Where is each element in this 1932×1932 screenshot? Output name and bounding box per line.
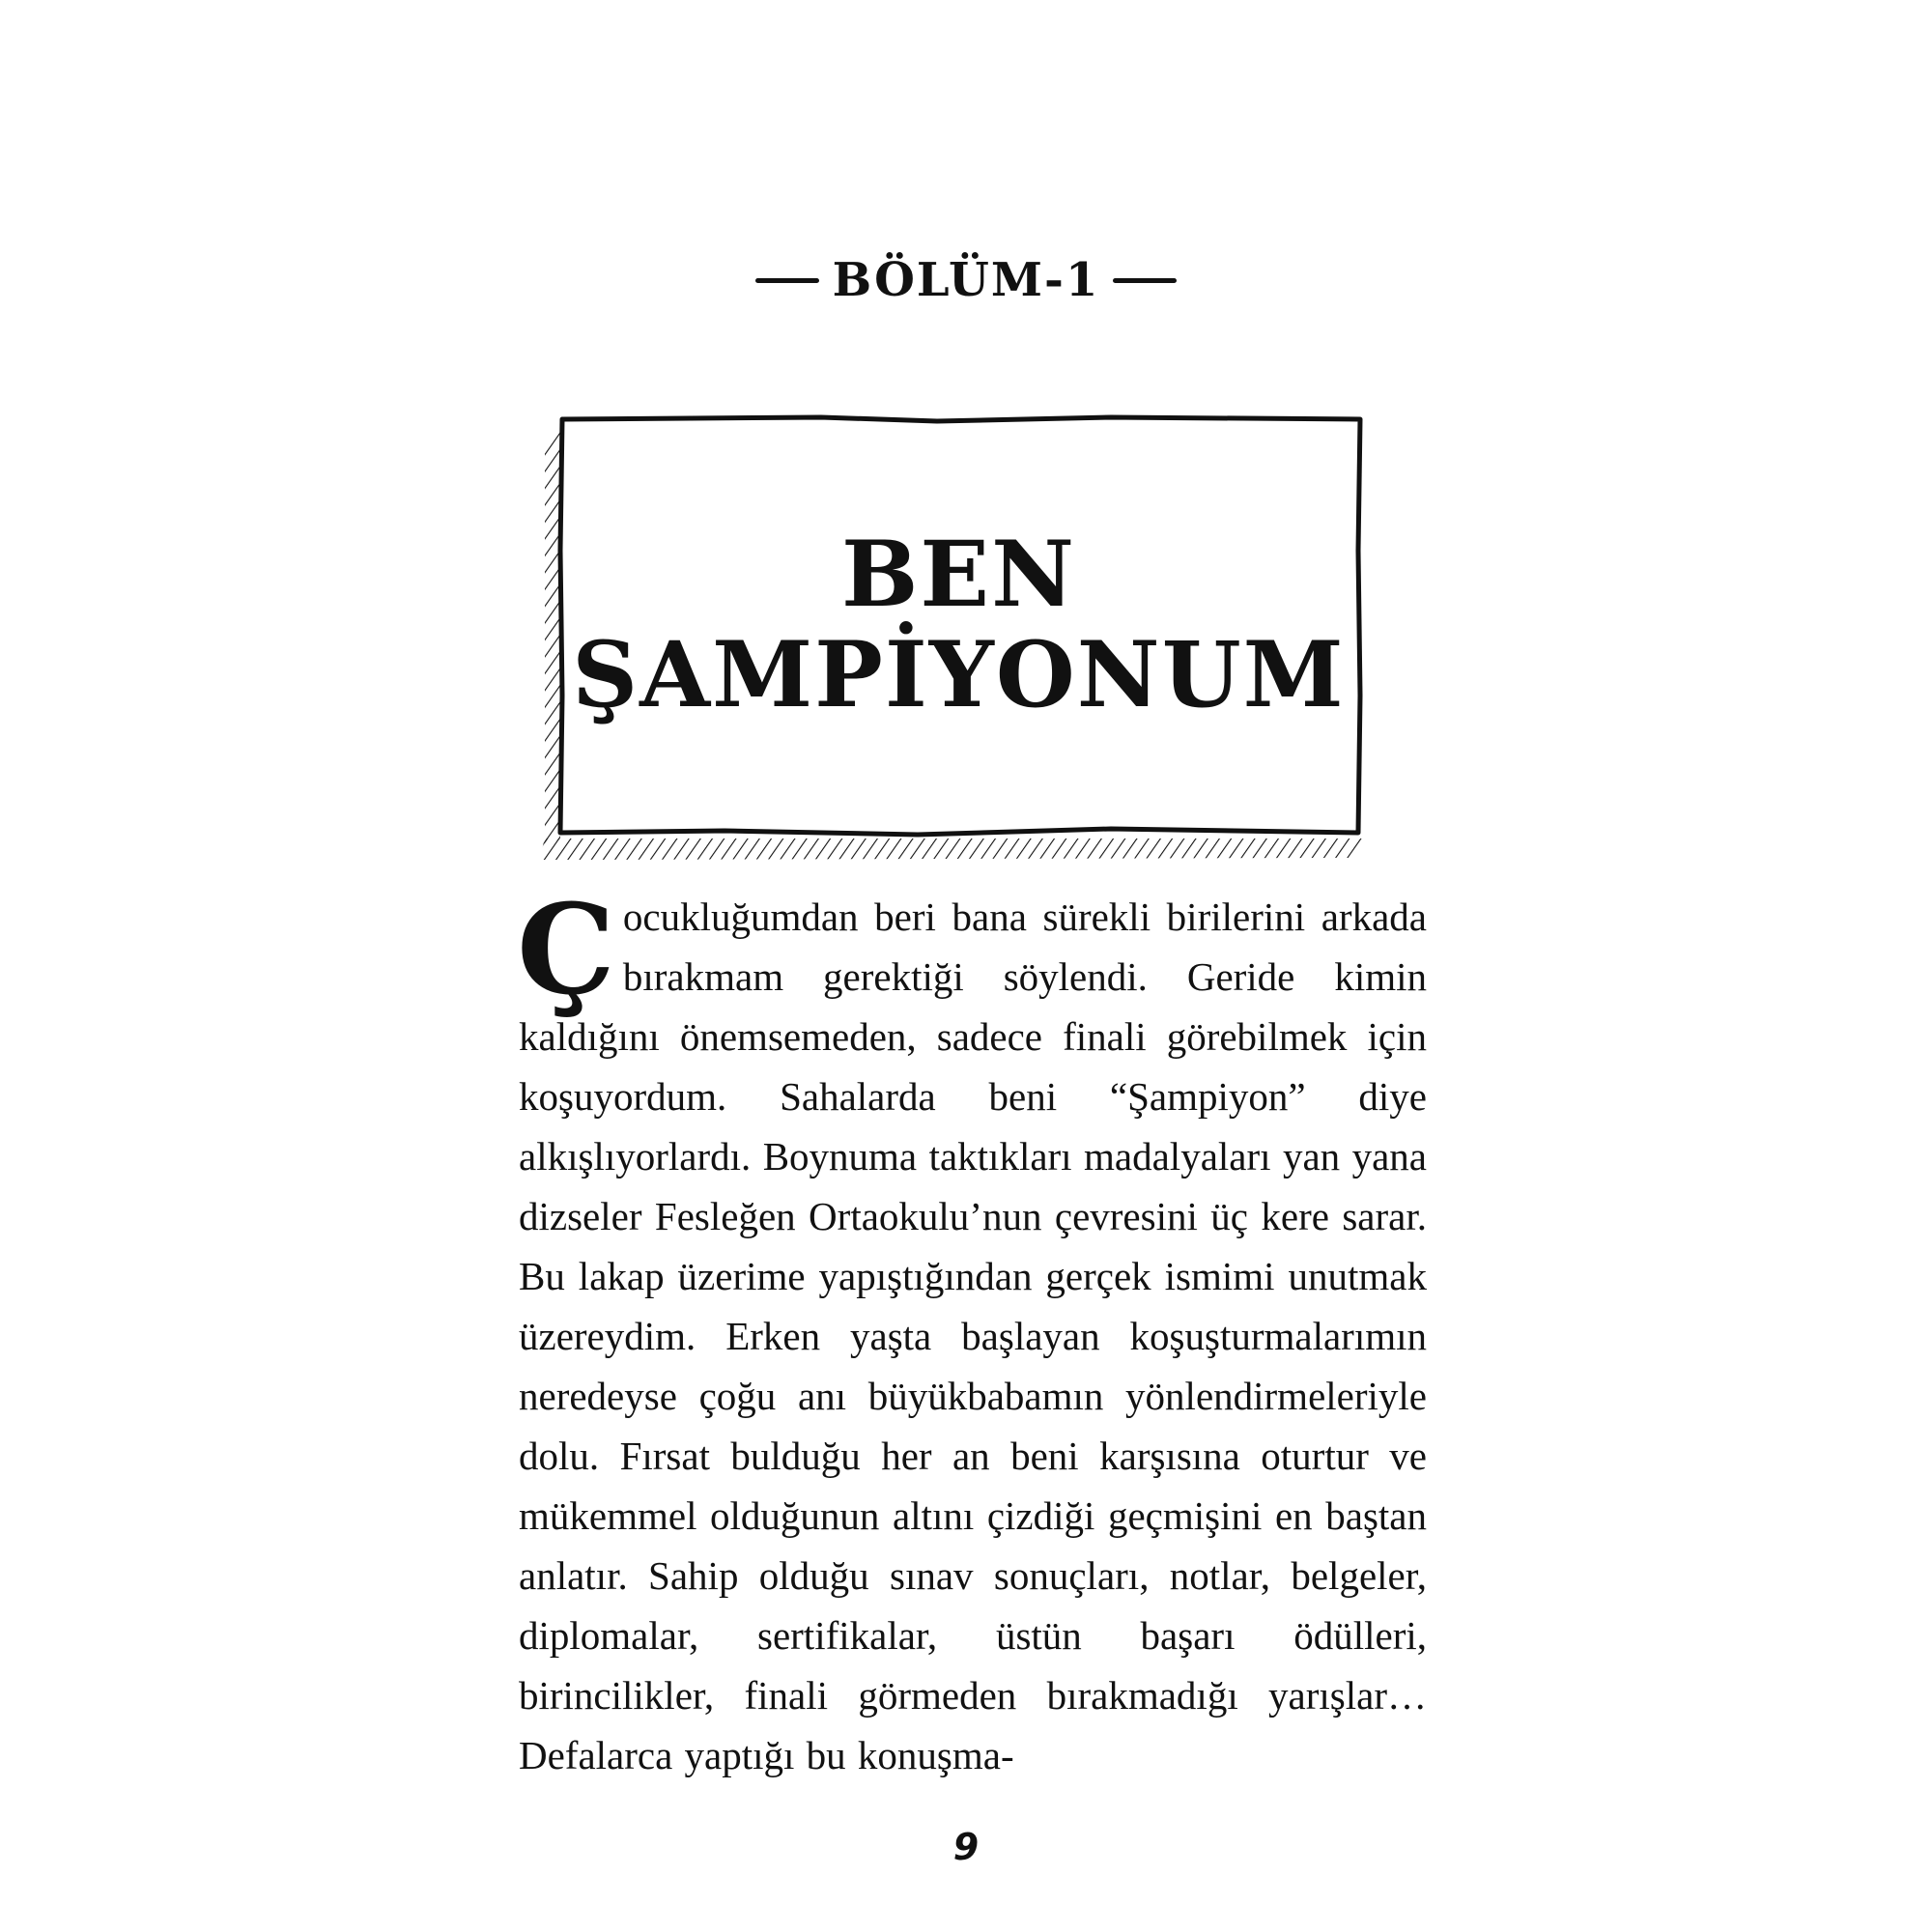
chapter-dash-right (1113, 278, 1177, 283)
chapter-title (560, 417, 1357, 833)
body-paragraph: ocukluğumdan beri bana sürekli birilerini arkada bırakmam gerektiği söylendi. Geride kimin kaldığını önemsemeden, sadece finali görebilmek için koşuyordum. Sahalarda beni “Şampiyon” diye alkışlıyorlardı. Boynuma taktıkları madalyaları yan yana dizseler Fesleğen Ortaokulu’nun çevresini üç kere sarar. Bu lakap üzerime yapıştığından gerçek ismimi unutmak üzereydim. Erken yaşta başlayan koşuşturmalarımın neredeyse çoğu anı büyükbabamın yönlendirmeleriyle dolu. Fırsat bulduğu her an beni karşısına oturtur ve mükemmel olduğunun altını çizdiği geçmişini en baştan anlatır. Sahip olduğu sınav sonuçları, notlar, belgeler, diplomalar, sertifikalar, üstün başarı ödülleri, birincilikler, finali görmeden bırakmadığı yarışlar… Defalarca yaptığı bu konuşma- (519, 895, 1427, 1777)
chapter-dash-left (755, 278, 819, 283)
title-line-2: ŞAMPİYONUM (572, 622, 1346, 728)
chapter-heading (753, 242, 1179, 319)
title-line-1: BEN (840, 522, 1077, 628)
chapter-title-box (531, 406, 1372, 860)
chapter-label: BÖLÜM-1 (832, 253, 1100, 307)
page-number: 9 (952, 1826, 980, 1868)
body-text (517, 878, 1427, 1785)
drop-cap: Ç (517, 878, 615, 1023)
